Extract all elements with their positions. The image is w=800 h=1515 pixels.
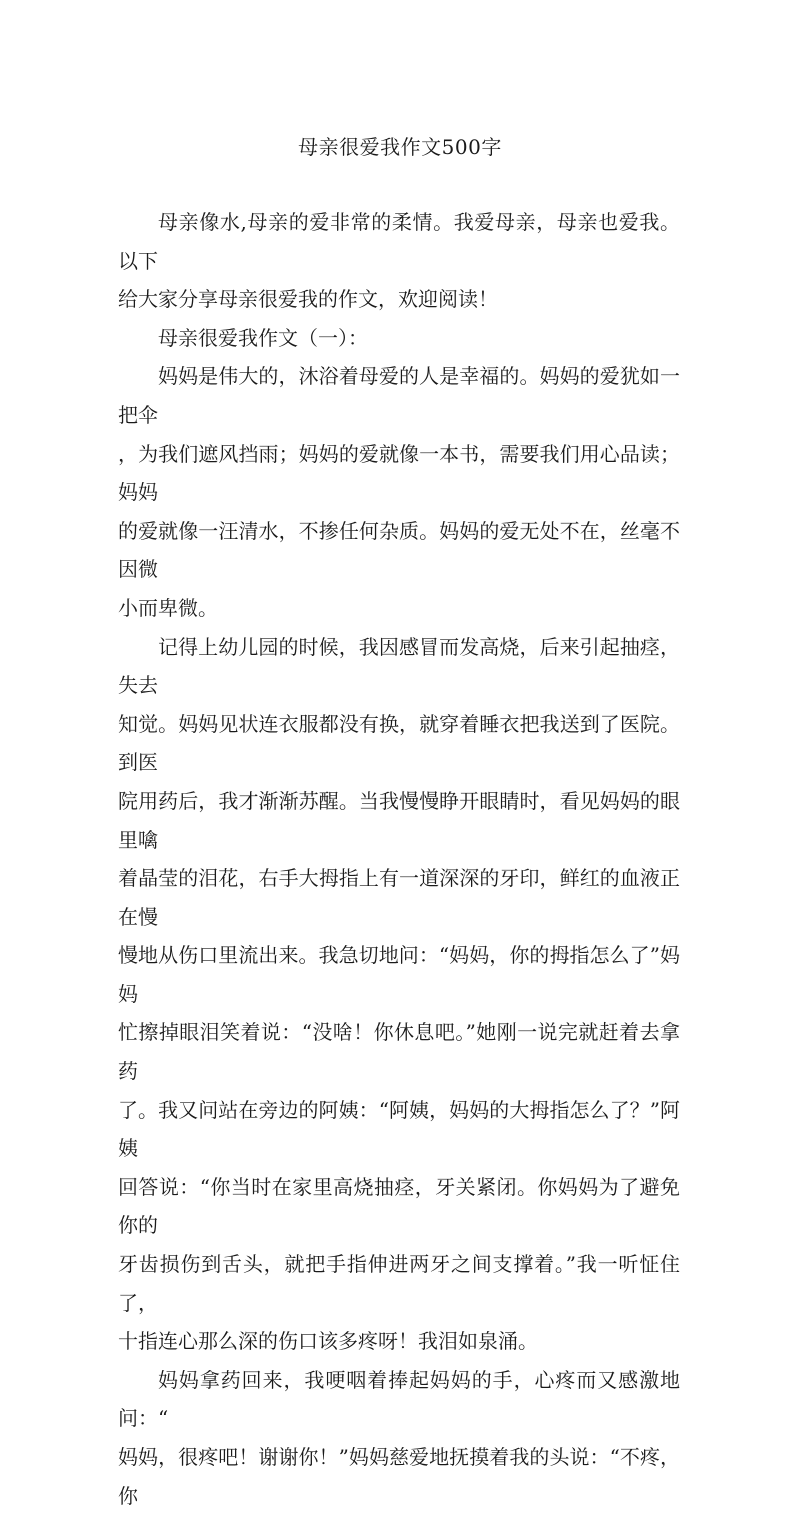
- paragraph-section-heading: [118, 319, 680, 358]
- document-title: 母亲很爱我作文500字: [298, 135, 502, 159]
- text-line: 知觉。妈妈见状连衣服都没有换，就穿着睡衣把我送到了医院。到医: [118, 711, 680, 775]
- text-line: 妈妈拿药回来，我哽咽着捧起妈妈的手，心疼而又感激地问：“: [118, 1367, 680, 1431]
- text-line: 忙擦掉眼泪笑着说：“没啥！你休息吧。”她刚一说完就赶着去拿药: [118, 1020, 680, 1084]
- paragraph-intro: [118, 203, 680, 319]
- text-line: 着晶莹的泪花，右手大拇指上有一道深深的牙印，鲜红的血液正在慢: [118, 866, 680, 929]
- text-line: 的爱就像一汪清水，不掺任何杂质。妈妈的爱无处不在，丝毫不因微: [118, 518, 680, 582]
- text-line: 小而卑微。: [118, 595, 218, 620]
- text-line: ，为我们遮风挡雨；妈妈的爱就像一本书，需要我们用心品读；妈妈: [118, 441, 680, 505]
- text-line: 十指连心那么深的伤口该多疼呀！我泪如泉涌。: [118, 1329, 538, 1354]
- text-line: 院用药后，我才渐渐苏醒。当我慢慢睁开眼睛时，看见妈妈的眼里噙: [118, 788, 680, 852]
- paragraph-body: [118, 1361, 680, 1515]
- document-body: [118, 203, 680, 1515]
- paragraph-body: [118, 357, 680, 627]
- text-line: 回答说：“你当时在家里高烧抽痉，牙关紧闭。你妈妈为了避免你的: [118, 1174, 680, 1238]
- text-line: 给大家分享母亲很爱我的作文，欢迎阅读！: [118, 287, 498, 312]
- text-line: 了。我又问站在旁边的阿姨：“阿姨，妈妈的大拇指怎么了？”阿姨: [118, 1097, 680, 1161]
- text-line: 妈妈，很疼吧！谢谢你！”妈妈慈爱地抚摸着我的头说：“不疼，你: [118, 1445, 680, 1508]
- text-line: 慢地从伤口里流出来。我急切地问：“妈妈，你的拇指怎么了”妈妈: [118, 943, 680, 1006]
- paragraph-body: [118, 628, 680, 1361]
- section-heading: 母亲很爱我作文（一）：: [158, 325, 368, 350]
- text-line: 记得上幼儿园的时候，我因感冒而发高烧，后来引起抽痉，失去: [118, 634, 680, 698]
- text-line: 牙齿损伤到舌头，就把手指伸进两牙之间支撑着。”我一听怔住了，: [118, 1252, 680, 1315]
- text-line: 母亲像水,母亲的爱非常的柔情。我爱母亲，母亲也爱我。以下: [118, 210, 680, 273]
- text-line: 妈妈是伟大的，沐浴着母爱的人是幸福的。妈妈的爱犹如一把伞: [118, 364, 680, 427]
